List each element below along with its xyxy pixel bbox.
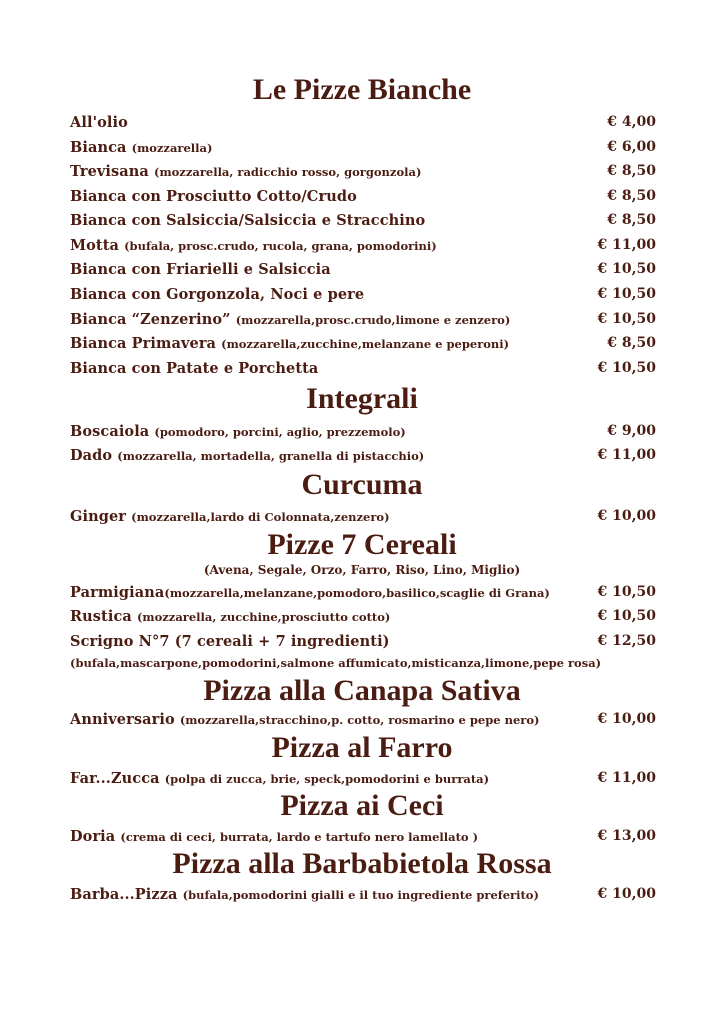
item-description: (mozzarella,prosc.crudo,limone e zenzero) [235, 313, 511, 327]
item-name: Doria [70, 828, 116, 845]
item-price: € 9,00 [607, 423, 656, 439]
item-name: Trevisana [70, 163, 149, 180]
item-name: Bianca con Patate e Porchetta [70, 360, 319, 377]
item-name: Motta [70, 237, 120, 254]
menu-item [70, 308, 656, 330]
item-price: € 8,50 [607, 335, 656, 351]
section-title-canapa: Pizza alla Canapa Sativa [203, 674, 521, 707]
item-name: Barba...Pizza [70, 886, 178, 903]
item-description: (bufala, prosc.crudo, rucola, grana, pomodorini) [124, 239, 437, 253]
section-subtitle-cereali: (Avena, Segale, Orzo, Farro, Riso, Lino, Miglio) [203, 563, 521, 577]
menu-item [70, 209, 656, 231]
section-title-integrali: Integrali [306, 382, 418, 415]
menu-item [70, 883, 656, 905]
item-description: (mozzarella,stracchino,p. cotto, rosmarino e pepe nero) [179, 713, 540, 727]
item-price: € 11,00 [597, 237, 656, 253]
item-description: (mozzarella, zucchine,prosciutto cotto) [136, 610, 391, 624]
item-price: € 8,50 [607, 188, 656, 204]
item-name: Anniversario [70, 711, 175, 728]
item-description: (pomodoro, porcini, aglio, prezzemolo) [154, 425, 406, 439]
item-price: € 10,00 [597, 711, 656, 727]
section-title-cereali: Pizze 7 Cereali [267, 528, 457, 561]
item-price: € 10,50 [597, 608, 656, 624]
item-note: (bufala,mascarpone,pomodorini,salmone affumicato,misticanza,limone,pepe rosa) [70, 656, 602, 670]
menu-item [70, 332, 656, 354]
item-price: € 4,00 [607, 114, 656, 130]
item-description: (mozzarella, mortadella, granella di pistacchio) [117, 449, 425, 463]
item-description: (bufala,pomodorini gialli e il tuo ingrediente preferito) [182, 888, 539, 902]
item-price: € 10,50 [597, 360, 656, 376]
item-description: (mozzarella,melanzane,pomodoro,basilico,scaglie di Grana) [164, 586, 550, 600]
section-title-barbabietola: Pizza alla Barbabietola Rossa [172, 847, 552, 880]
item-price: € 10,50 [597, 261, 656, 277]
item-price: € 8,50 [607, 212, 656, 228]
item-name: Bianca con Friarielli e Salsiccia [70, 261, 331, 278]
item-name: Bianca Primavera [70, 335, 217, 352]
menu-item [70, 234, 656, 256]
menu-item [70, 767, 656, 789]
item-name: Bianca con Gorgonzola, Noci e pere [70, 286, 365, 303]
section-title-farro: Pizza al Farro [271, 731, 453, 764]
item-name: Bianca “Zenzerino” [70, 311, 231, 328]
item-price: € 8,50 [607, 163, 656, 179]
item-price: € 13,00 [597, 828, 656, 844]
item-price: € 6,00 [607, 139, 656, 155]
item-name: Scrigno N°7 (7 cereali + 7 ingredienti) [70, 633, 390, 650]
menu-item [70, 136, 656, 158]
item-price: € 10,50 [597, 311, 656, 327]
menu-item [70, 505, 656, 527]
menu-item [70, 825, 656, 847]
item-name: Rustica [70, 608, 132, 625]
menu-item [70, 357, 656, 379]
menu-item [70, 630, 656, 652]
item-name: Ginger [70, 508, 127, 525]
menu-item [70, 708, 656, 730]
item-price: € 10,50 [597, 286, 656, 302]
item-price: € 11,00 [597, 447, 656, 463]
item-name: Far...Zucca [70, 770, 160, 787]
item-name: Parmigiana [70, 584, 165, 601]
item-name: Dado [70, 447, 113, 464]
menu-item [70, 283, 656, 305]
item-price: € 10,00 [597, 508, 656, 524]
item-price: € 10,50 [597, 584, 656, 600]
item-name: Boscaiola [70, 423, 150, 440]
item-name: Bianca con Prosciutto Cotto/Crudo [70, 188, 357, 205]
item-description: (crema di ceci, burrata, lardo e tartufo nero lamellato ) [120, 830, 479, 844]
menu-item [70, 581, 656, 603]
menu-item [70, 420, 656, 442]
item-price: € 11,00 [597, 770, 656, 786]
item-description: (mozzarella) [131, 141, 213, 155]
item-name: Bianca con Salsiccia/Salsiccia e Stracchino [70, 212, 426, 229]
item-description: (polpa di zucca, brie, speck,pomodorini e burrata) [164, 772, 490, 786]
menu-item [70, 605, 656, 627]
item-price: € 10,00 [597, 886, 656, 902]
menu-item [70, 185, 656, 207]
menu-item [70, 258, 656, 280]
item-description: (mozzarella,lardo di Colonnata,zenzero) [131, 510, 390, 524]
item-name: Bianca [70, 139, 127, 156]
menu-item [70, 444, 656, 466]
section-title-bianche: Le Pizze Bianche [252, 73, 472, 106]
section-title-curcuma: Curcuma [301, 468, 423, 501]
menu-item [70, 111, 656, 133]
item-name: All'olio [70, 114, 128, 131]
item-description: (mozzarella,zucchine,melanzane e peperoni) [221, 337, 510, 351]
item-price: € 12,50 [597, 633, 656, 649]
menu-item [70, 160, 656, 182]
section-title-ceci: Pizza ai Ceci [280, 789, 444, 822]
item-description: (mozzarella, radicchio rosso, gorgonzola) [154, 165, 422, 179]
